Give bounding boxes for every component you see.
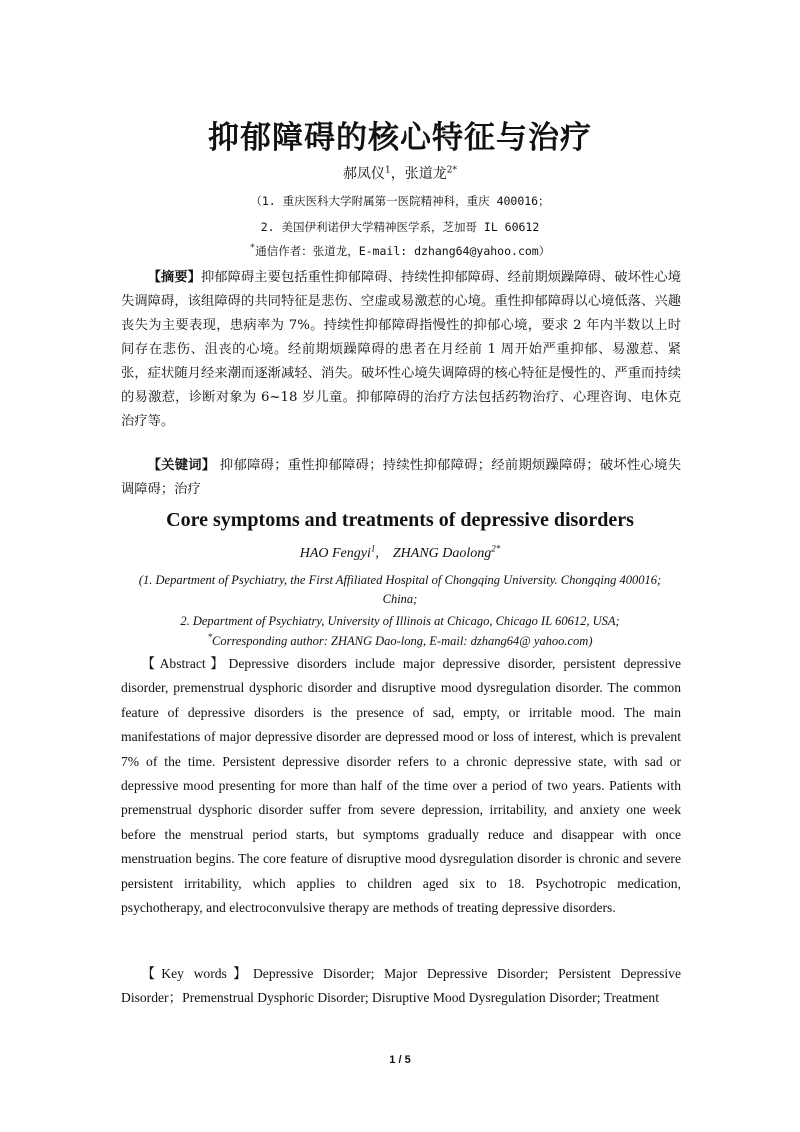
keywords-text-en: Depressive Disorder; Major Depressive Disorder; Persistent Depressive Disorder；Premenstrual Dysphoric Disorder; Disruptive Mood Dysregulation Disorder; Treatment (121, 966, 682, 1005)
keywords-label-en: 【Key words】 (141, 966, 253, 981)
author-2-zh-affiliation-mark: 2* (446, 165, 457, 176)
corresponding-text-en: Corresponding author: ZHANG Dao-long, E-mail: dzhang64@ yahoo.com) (212, 634, 593, 648)
english-affiliation-1: (1. Department of Psychiatry, the First Affiliated Hospital of Chongqing University. Chongqing 400016; (138, 573, 662, 587)
author-1-zh-affiliation-mark: 1 (385, 165, 391, 176)
abstract-text-zh: 抑郁障碍主要包括重性抑郁障碍、持续性抑郁障碍、经前期烦躁障碍、破坏性心境失调障碍，该组障碍的共同特征是悲伤、空虚或易激惹的心境。重性抑郁障碍以心境低落、兴趣丧失为主要表现，患病率为 7%。持续性抑郁障碍指慢性的抑郁心境，要求 2 年内半数以上时间存在悲伤、沮丧的心境。经前期烦躁障碍的患者在月经前 1 周开始严重抑郁、易激惹、紧张，症状随月经来潮而逐渐减轻、消失。破坏性心境失调障碍的核心特征是慢性的、严重而持续的易激惹，诊断对象为 6~18 岁儿童。抑郁障碍的治疗方法包括药物治疗、心理咨询、电休克治疗等。 (121, 270, 682, 429)
corresponding-text-zh: 通信作者：张道龙，E-mail: dzhang64@yahoo.com） (255, 244, 551, 258)
author-separator-zh: ， (390, 166, 405, 182)
chinese-title: 抑郁障碍的核心特征与治疗 (208, 120, 592, 156)
author-1-zh: 郝凤仪 (343, 166, 386, 182)
abstract-label-en: 【Abstract】 (141, 656, 229, 671)
abstract-label-zh: 【摘要】 (147, 270, 201, 285)
author-2-zh: 张道龙 (404, 166, 447, 182)
chinese-affiliation-1: （1. 重庆医科大学附属第一医院精神科，重庆 400016； (250, 194, 550, 208)
english-authors (0, 543, 800, 562)
english-affiliation-2: 2. Department of Psychiatry, University of Illinois at Chicago, Chicago IL 60612, USA; (180, 614, 620, 628)
english-abstract (121, 652, 681, 920)
corresponding-mark-zh: * (249, 243, 256, 254)
english-title: Core symptoms and treatments of depressive disorders (166, 509, 634, 531)
keywords-text-zh: 抑郁障碍；重性抑郁障碍；持续性抑郁障碍；经前期烦躁障碍；破坏性心境失调障碍；治疗 (121, 458, 681, 497)
page-number: 1 / 5 (389, 1054, 411, 1066)
author-1-en-affiliation-mark: 1 (370, 543, 376, 554)
author-2-en: ZHANG Daolong (392, 546, 492, 561)
chinese-keywords (121, 454, 681, 502)
chinese-affiliation-2: 2. 美国伊利诺伊大学精神医学系，芝加哥 IL 60612 (260, 220, 540, 234)
chinese-corresponding-author (0, 243, 800, 259)
english-keywords (121, 962, 681, 1010)
english-corresponding-author (0, 631, 800, 649)
chinese-authors (0, 163, 800, 183)
english-affiliation-1-country: China; (382, 592, 418, 606)
abstract-text-en: Depressive disorders include major depressive disorder, persistent depressive disorder, premenstrual dysphoric disorder and disruptive mood dysregulation disorder. The common feature of depressive disorders is the presence of sad, empty, or irritable mood. The main manifestations of major depressive disorder are depressed mood or loss of interest, which is prevalent 7% of the time. Persistent depressive disorder refers to a chronic depressive state, with sad or depressive mood presenting for more than half of the time over a period of two years. Patients with premenstrual dysphoric disorder suffer from severe depression, irritability, and anxiety one week before the menstrual period starts, but symptoms gradually reduce and disappear with once menstruation begins. The core feature of disruptive mood dysregulation disorder is chronic and severe persistent irritability, which applies to children aged six to 18. Psychotropic medication, psychotherapy, and electroconvulsive therapy are methods of treating depressive disorders. (121, 656, 681, 916)
author-2-en-affiliation-mark: 2* (491, 543, 501, 554)
author-1-en: HAO Fengyi (299, 546, 371, 561)
corresponding-mark-en: * (207, 631, 213, 642)
chinese-abstract (121, 266, 681, 434)
author-separator-en: , (375, 546, 393, 561)
keywords-label-zh: 【关键词】 (147, 458, 216, 473)
